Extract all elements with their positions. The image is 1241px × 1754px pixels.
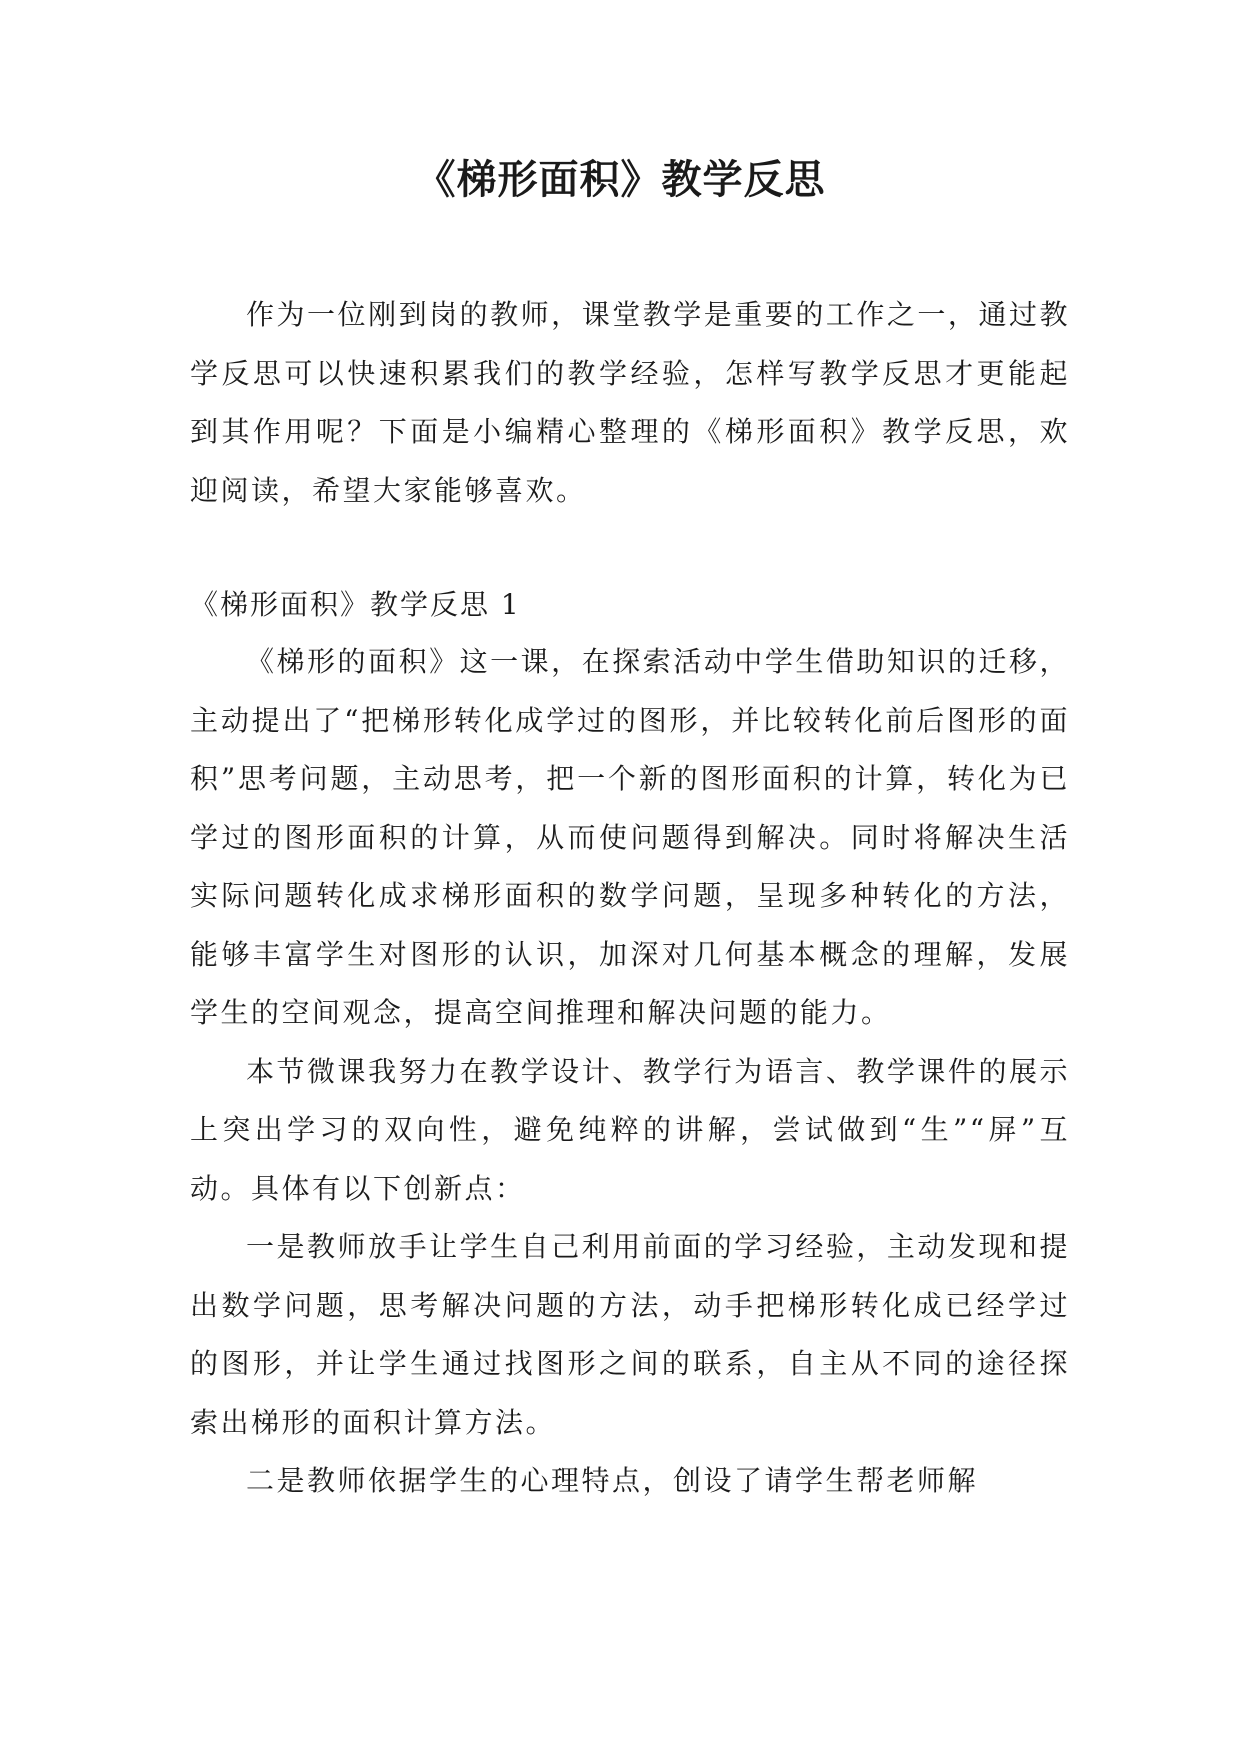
paragraph: 本节微课我努力在教学设计、教学行为语言、教学课件的展示上突出学习的双向性，避免纯粹的讲解，尝试做到“生”“屏”互动。具体有以下创新点： [190, 1054, 1070, 1205]
intro-section [190, 286, 1070, 520]
paragraph: 《梯形的面积》这一课，在探索活动中学生借助知识的迁移，主动提出了“把梯形转化成学过的图形，并比较转化前后图形的面积”思考问题，主动思考，把一个新的图形面积的计算，转化为已学过的图形面积的计算，从而使问题得到解决。同时将解决生活实际问题转化成求梯形面积的数学问题，呈现多种转化的方法，能够丰富学生对图形的认识，加深对几何基本概念的理解，发展学生的空间观念，提高空间推理和解决问题的能力。 [190, 645, 1070, 1029]
document-title: 《梯形面积》教学反思 [415, 157, 826, 203]
intro-paragraph: 作为一位刚到岗的教师，课堂教学是重要的工作之一，通过教学反思可以快速积累我们的教学经验，怎样写教学反思才更能起到其作用呢？下面是小编精心整理的《梯形面积》教学反思，欢迎阅读，希望大家能够喜欢。 [190, 298, 1070, 507]
section-heading: 《梯形面积》教学反思 1 [190, 588, 521, 621]
section-body [190, 633, 1070, 1511]
paragraph: 一是教师放手让学生自己利用前面的学习经验，主动发现和提出数学问题，思考解决问题的方法，动手把梯形转化成已经学过的图形，并让学生通过找图形之间的联系，自主从不同的途径探索出梯形的面积计算方法。 [190, 1230, 1070, 1439]
paragraph: 二是教师依据学生的心理特点，创设了请学生帮老师解 [246, 1464, 979, 1497]
